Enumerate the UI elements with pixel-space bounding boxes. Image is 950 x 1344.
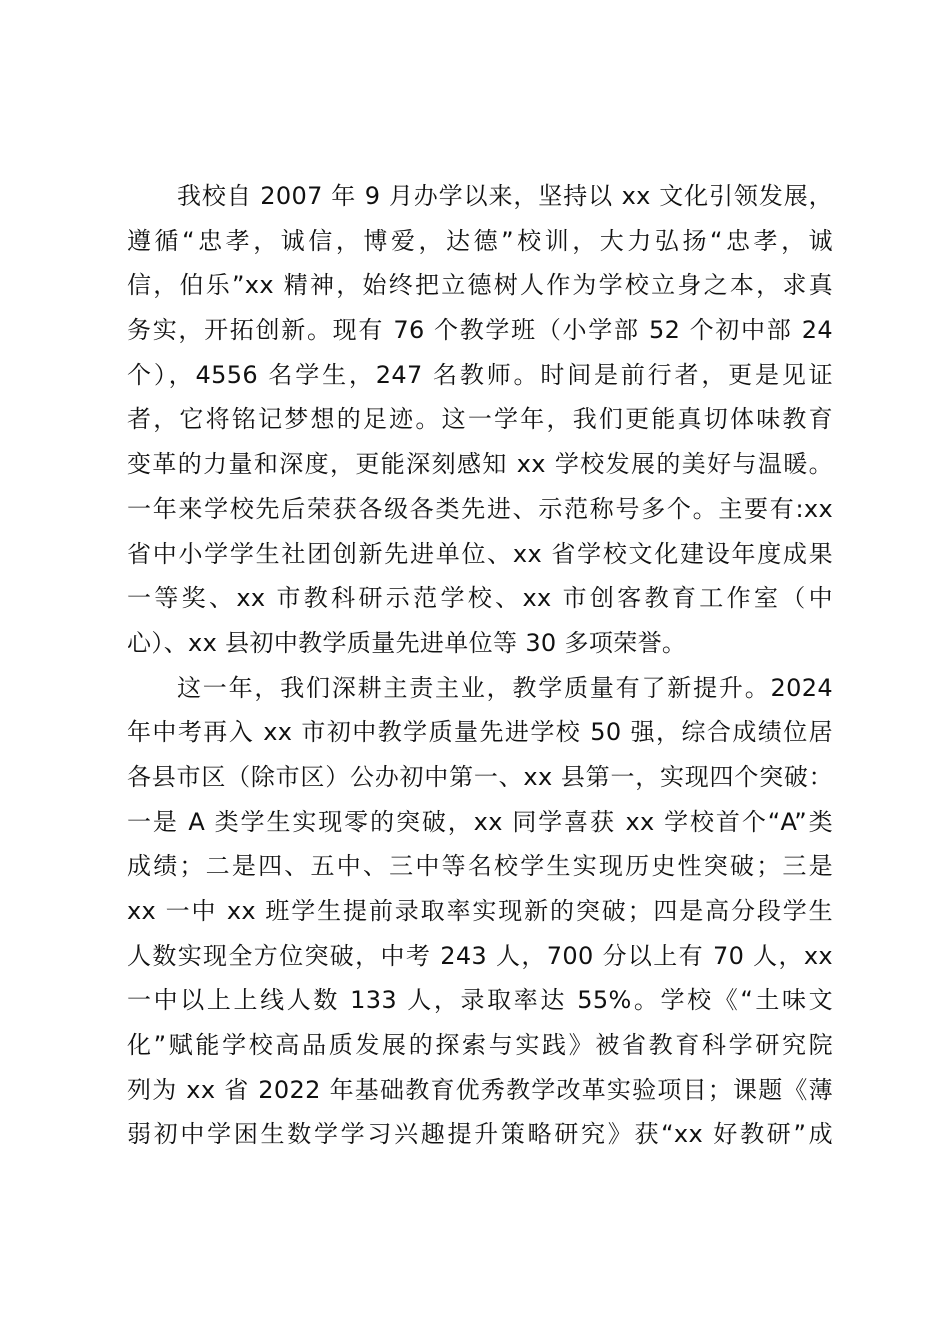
text-line: 一年来学校先后荣获各级各类先进、示范称号多个。主要有:xx: [127, 494, 833, 523]
text-line: 一中以上上线人数 133 人，录取率达 55%。学校《“土味文: [127, 986, 833, 1015]
text-line: 变革的力量和深度，更能深刻感知 xx 学校发展的美好与温暖。: [127, 450, 833, 479]
text-line: 遵循“忠孝，诚信，博爱，达德”校训，大力弘扬“忠孝，诚: [127, 226, 833, 255]
text-line: 信，伯乐”xx 精神，始终把立德树人作为学校立身之本，求真: [127, 271, 833, 300]
text-line: 心）、xx 县初中教学质量先进单位等 30 多项荣誉。: [127, 628, 687, 657]
paragraph-school-overview: [127, 174, 833, 666]
text-line: 年中考再入 xx 市初中教学质量先进学校 50 强，综合成绩位居: [127, 718, 833, 747]
text-line: 务实，开拓创新。现有 76 个教学班（小学部 52 个初中部 24: [127, 316, 833, 345]
text-line: xx 一中 xx 班学生提前录取率实现新的突破；四是高分段学生: [127, 897, 833, 925]
text-line: 一等奖、xx 市教科研示范学校、xx 市创客教育工作室（中: [127, 584, 833, 613]
text-line: 人数实现全方位突破，中考 243 人，700 分以上有 70 人，xx: [127, 941, 833, 970]
text-line: 省中小学学生社团创新先进单位、xx 省学校文化建设年度成果: [127, 539, 833, 568]
text-line: 者，它将铭记梦想的足迹。这一学年，我们更能真切体味教育: [127, 405, 833, 434]
text-line: 我校自 2007 年 9 月办学以来，坚持以 xx 文化引领发展，: [177, 182, 833, 210]
text-line: 个），4556 名学生，247 名教师。时间是前行者，更是见证: [127, 360, 833, 389]
paragraph-teaching-quality: [127, 666, 833, 1158]
text-line: 化”赋能学校高品质发展的探索与实践》被省教育科学研究院: [127, 1031, 833, 1060]
text-line: 列为 xx 省 2022 年基础教育优秀教学改革实验项目；课题《薄: [127, 1075, 833, 1104]
document-body: [127, 174, 833, 1157]
text-line: 一是 A 类学生实现零的突破，xx 同学喜获 xx 学校首个“A”类: [127, 807, 833, 836]
text-line: 成绩；二是四、五中、三中等名校学生实现历史性突破；三是: [127, 852, 833, 881]
text-line: 各县市区（除市区）公办初中第一、xx 县第一，实现四个突破：: [127, 762, 833, 791]
text-line: 弱初中学困生数学学习兴趣提升策略研究》获“xx 好教研”成: [127, 1120, 833, 1149]
text-line: 这一年，我们深耕主责主业，教学质量有了新提升。2024: [177, 673, 833, 702]
